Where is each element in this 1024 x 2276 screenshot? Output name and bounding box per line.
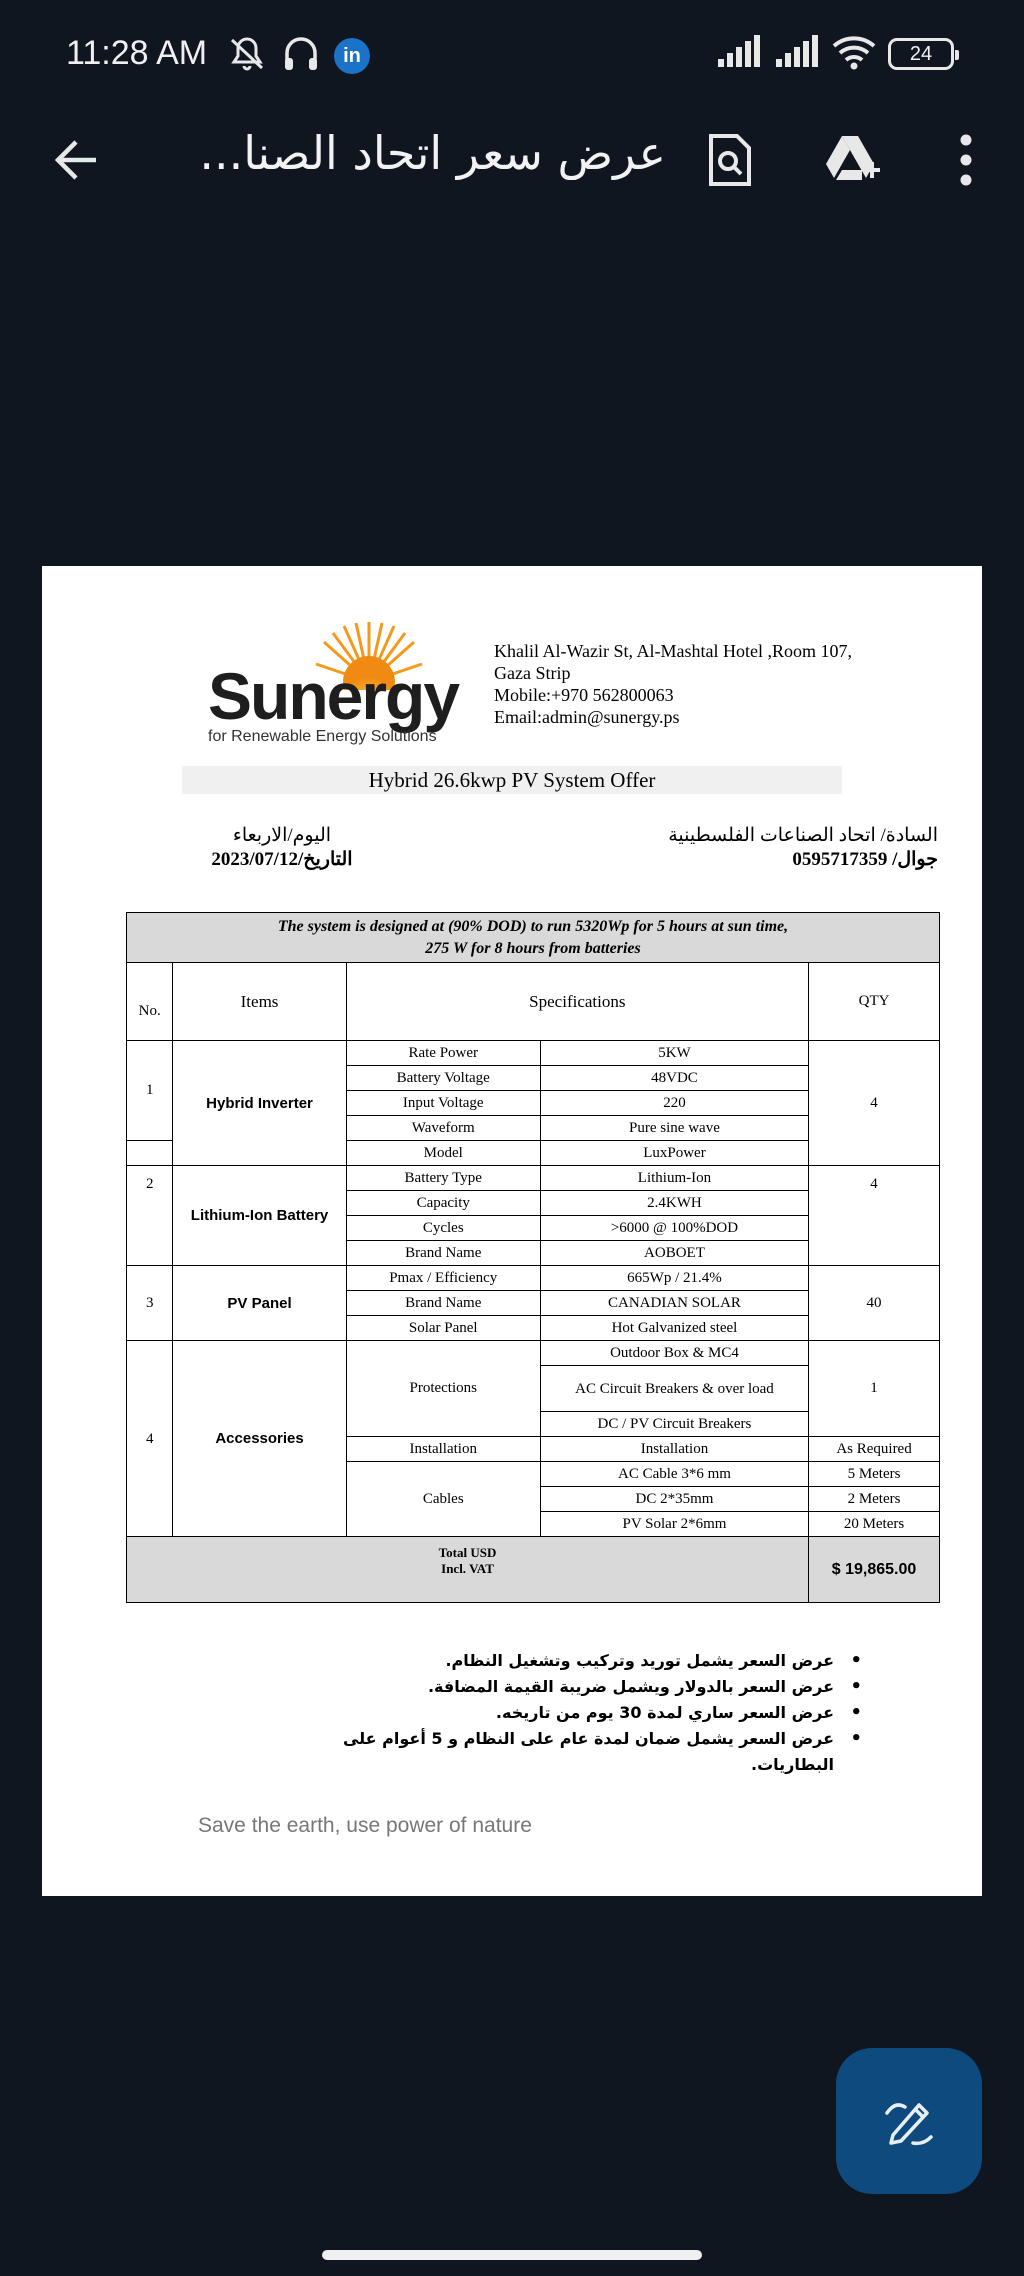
spec-label: Battery Voltage — [346, 1066, 540, 1091]
spec-label: Brand Name — [346, 1241, 540, 1266]
item-qty: 2 Meters — [809, 1487, 940, 1512]
spec-value: 48VDC — [540, 1066, 808, 1091]
logo-tagline: for Renewable Energy Solutions — [208, 728, 437, 745]
spec-value: AC Cable 3*6 mm — [540, 1462, 808, 1487]
muted-icon — [226, 34, 268, 78]
recipient-name: السادة/ اتحاد الصناعات الفلسطينية — [668, 825, 938, 846]
spec-value: Hot Galvanized steel — [540, 1316, 808, 1341]
table-header-row — [127, 963, 940, 1041]
item-qty: As Required — [809, 1437, 940, 1462]
table-row — [127, 1166, 940, 1191]
edit-fab-button[interactable] — [836, 2048, 982, 2194]
sunergy-logo — [208, 620, 459, 745]
list-item: • عرض السعر بالدولار ويشمل ضريبة القيمة المضافة. — [262, 1674, 862, 1700]
more-options-button[interactable] — [934, 128, 998, 192]
table-row — [127, 1041, 940, 1066]
item-qty: 4 — [809, 1041, 940, 1166]
table-row — [127, 1341, 940, 1366]
wifi-icon — [832, 34, 876, 74]
spec-value: CANADIAN SOLAR — [540, 1291, 808, 1316]
spec-label: Pmax / Efficiency — [346, 1266, 540, 1291]
total-label: Total USD Incl. VAT — [127, 1537, 809, 1603]
spec-value: Pure sine wave — [540, 1116, 808, 1141]
spec-value: DC / PV Circuit Breakers — [540, 1412, 808, 1437]
battery-icon: 24 — [888, 38, 954, 70]
company-email: Email:admin@sunergy.ps — [494, 707, 680, 727]
header-items: Items — [173, 963, 346, 1041]
spec-value: 2.4KWH — [540, 1191, 808, 1216]
signal-icon — [774, 35, 820, 73]
spec-label: Capacity — [346, 1191, 540, 1216]
header-specifications: Specifications — [346, 963, 808, 1041]
edit-pen-icon — [879, 2091, 939, 2151]
spec-label: Model — [346, 1141, 540, 1166]
spec-label: Rate Power — [346, 1041, 540, 1066]
header-qty: QTY — [809, 963, 940, 1041]
gesture-nav-bar[interactable] — [322, 2250, 702, 2260]
spec-label: Cables — [346, 1462, 540, 1537]
spec-value: 665Wp / 21.4% — [540, 1266, 808, 1291]
quote-table — [126, 912, 940, 1603]
spec-value: >6000 @ 100%DOD — [540, 1216, 808, 1241]
date-label: التاريخ/2023/07/12 — [211, 849, 353, 870]
spec-label: Installation — [346, 1437, 540, 1462]
date-block — [182, 824, 382, 872]
item-qty: 40 — [809, 1266, 940, 1341]
linkedin-icon: in — [334, 38, 370, 74]
spec-value: AC Circuit Breakers & over load — [540, 1366, 808, 1412]
item-name: Lithium-Ion Battery — [173, 1166, 346, 1266]
more-vert-icon — [958, 134, 974, 186]
recipient-phone: جوال/ 0595717359 — [792, 849, 938, 870]
list-item: • عرض السعر ساري لمدة 30 يوم من تاريخه. — [262, 1700, 862, 1726]
table-row — [127, 1266, 940, 1291]
item-name: PV Panel — [173, 1266, 346, 1341]
spec-value: 5KW — [540, 1041, 808, 1066]
spec-label: Brand Name — [346, 1291, 540, 1316]
total-row — [127, 1537, 940, 1603]
signal-icon — [716, 35, 762, 73]
terms-list — [262, 1648, 862, 1778]
company-info — [494, 640, 852, 728]
spec-label: Battery Type — [346, 1166, 540, 1191]
company-mobile: Mobile:+970 562800063 — [494, 685, 674, 705]
document-search-icon — [707, 132, 753, 188]
back-arrow-icon — [52, 136, 100, 184]
document-search-button[interactable] — [698, 128, 762, 192]
spec-value: Outdoor Box & MC4 — [540, 1341, 808, 1366]
total-value: $ 19,865.00 — [809, 1537, 940, 1603]
header-no: No. — [127, 963, 173, 1041]
spec-value: 220 — [540, 1091, 808, 1116]
drive-add-icon — [824, 132, 884, 188]
status-left-icons — [226, 34, 370, 78]
company-city: Gaza Strip — [494, 663, 571, 683]
status-right-icons — [716, 34, 954, 74]
app-bar — [0, 110, 1024, 210]
company-address: Khalil Al-Wazir St, Al-Mashtal Hotel ,Room 107, — [494, 641, 853, 661]
item-name: Hybrid Inverter — [173, 1041, 346, 1166]
item-qty: 1 — [809, 1341, 940, 1437]
spec-value: PV Solar 2*6mm — [540, 1512, 808, 1537]
item-qty: 5 Meters — [809, 1462, 940, 1487]
item-qty: 20 Meters — [809, 1512, 940, 1537]
back-button[interactable] — [44, 128, 108, 192]
list-item: • عرض السعر يشمل توريد وتركيب وتشغيل النظام. — [262, 1648, 862, 1674]
spec-value: Installation — [540, 1437, 808, 1462]
day-label: اليوم/الاربعاء — [232, 825, 332, 846]
spec-value: Lithium-Ion — [540, 1166, 808, 1191]
item-qty: 4 — [809, 1166, 940, 1266]
spec-value: AOBOET — [540, 1241, 808, 1266]
spec-label: Cycles — [346, 1216, 540, 1241]
slogan: Save the earth, use power of nature — [198, 1814, 532, 1837]
spec-label: Input Voltage — [346, 1091, 540, 1116]
row-number: 2 — [127, 1166, 173, 1266]
spec-value: DC 2*35mm — [540, 1487, 808, 1512]
list-item: • عرض السعر يشمل ضمان لمدة عام على النظام و 5 أعوام على البطاريات. — [262, 1726, 862, 1778]
status-time: 11:28 AM — [66, 34, 208, 72]
row-number: 3 — [127, 1266, 173, 1341]
offer-title: Hybrid 26.6kwp PV System Offer — [182, 766, 842, 794]
spec-value: LuxPower — [540, 1141, 808, 1166]
recipient-block — [602, 824, 938, 872]
table-note: The system is designed at (90% DOD) to run 5320Wp for 5 hours at sun time, 275 W for 8 hours from batteries — [127, 913, 940, 963]
drive-add-button[interactable] — [822, 128, 886, 192]
status-bar — [0, 0, 1024, 110]
row-number: 1 — [127, 1041, 173, 1141]
row-number: 4 — [127, 1341, 173, 1537]
item-name: Accessories — [173, 1341, 346, 1537]
logo-wordmark: Sunergy — [208, 659, 459, 733]
spec-label: Solar Panel — [346, 1316, 540, 1341]
spec-label: Waveform — [346, 1116, 540, 1141]
row-number-empty — [127, 1141, 173, 1166]
headset-icon — [282, 34, 320, 78]
spec-label: Protections — [346, 1341, 540, 1437]
document-title: عرض سعر اتحاد الصنا... — [199, 126, 666, 180]
document-page[interactable] — [42, 566, 982, 1896]
